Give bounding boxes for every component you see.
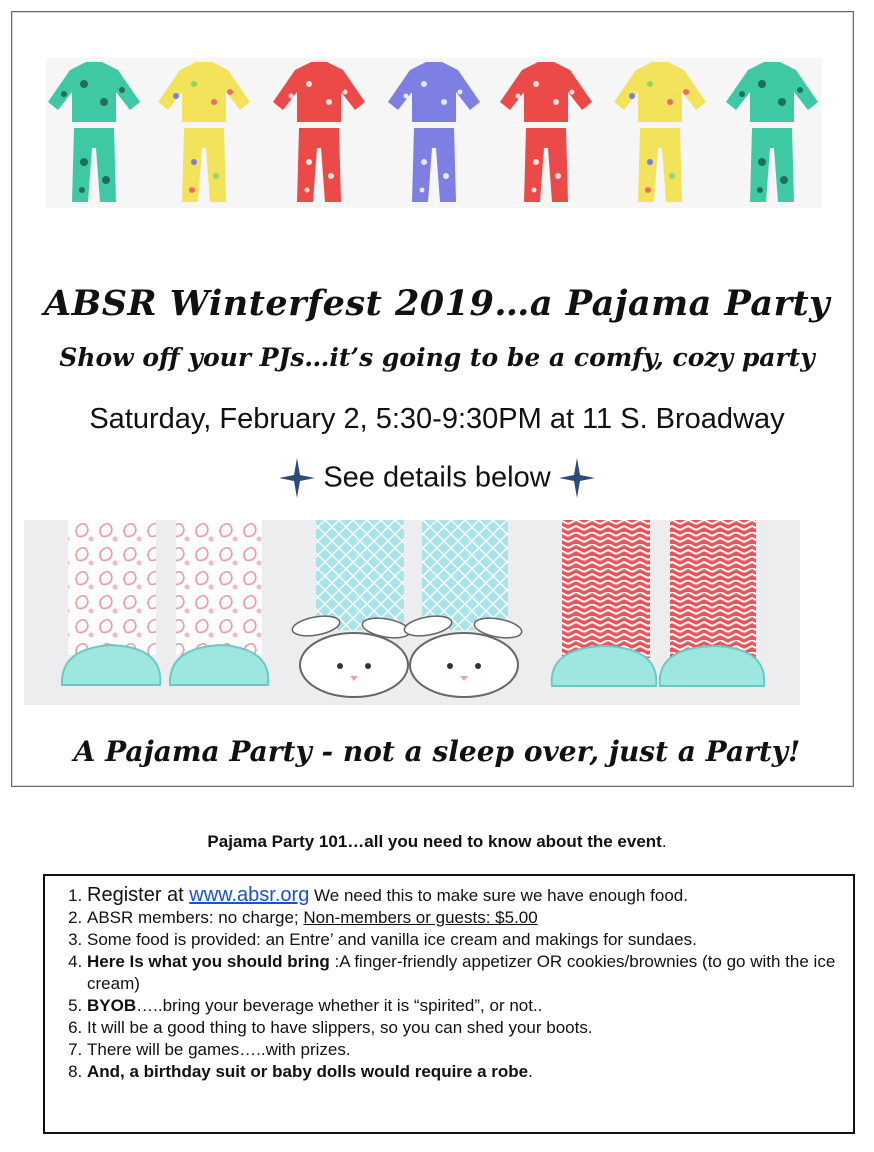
item-text: Some food is provided: an Entre’ and vanilla ice cream and makings for sundaes. [87, 930, 697, 949]
item-text: :A finger-friendly appetizer OR cookies/brownies (to go with the ice cream) [87, 952, 836, 993]
yellow-pajama-icon [158, 62, 250, 202]
item-text: Register at [87, 884, 190, 906]
slippers-banner [24, 520, 800, 705]
item-text: ABSR members: no charge; [87, 908, 304, 927]
details-line [0, 458, 874, 498]
list-item [87, 1017, 843, 1039]
red-pajama-icon [500, 62, 592, 202]
item-bold: BYOB [87, 996, 137, 1015]
star-icon [279, 458, 315, 498]
item-bold: And, a birthday suit or baby dolls would require a robe [87, 1062, 529, 1081]
item-text: We need this to make sure we have enough food. [309, 886, 688, 905]
info-box [43, 874, 855, 1134]
tagline: A Pajama Party - not a sleep over, just a Party! [73, 735, 801, 768]
teal-pajama-icon [726, 62, 818, 202]
section-heading-period: . [661, 832, 667, 851]
slippers-graphic [24, 520, 800, 705]
pajama-row-graphic [46, 58, 822, 208]
list-item [87, 1039, 843, 1061]
yellow-pajama-icon [614, 62, 706, 202]
list-item [87, 951, 843, 995]
list-item [87, 929, 843, 951]
item-bold: Here Is what you should bring [87, 952, 330, 971]
event-subtitle: Show off your PJs…it’s going to be a comfy, cozy party [59, 343, 815, 372]
blue-pajama-icon [388, 62, 480, 202]
event-title: ABSR Winterfest 2019…a Pajama Party [43, 283, 831, 324]
section-heading-text: Pajama Party 101…all you need to know about the event [207, 832, 662, 851]
event-date: Saturday, February 2, 5:30-9:30PM at 11 S. Broadway [89, 403, 785, 435]
teal-pajama-icon [48, 62, 140, 202]
list-item [87, 1061, 843, 1083]
item-text: It will be a good thing to have slippers, so you can shed your boots. [87, 1018, 593, 1037]
details-label: See details below [323, 461, 551, 494]
star-icon [559, 458, 595, 498]
section-heading [0, 832, 874, 852]
item-text: . [528, 1062, 533, 1081]
red-pajama-icon [273, 62, 365, 202]
item-underlined: Non-members or guests: $5.00 [303, 908, 538, 927]
item-text: …..bring your beverage whether it is “spirited”, or not.. [136, 996, 543, 1015]
list-item [87, 995, 843, 1017]
pajama-banner [46, 58, 822, 208]
list-item [87, 907, 843, 929]
list-item [87, 884, 843, 907]
website-link[interactable]: www.absr.org [189, 884, 310, 906]
item-text: There will be games…..with prizes. [87, 1040, 351, 1059]
